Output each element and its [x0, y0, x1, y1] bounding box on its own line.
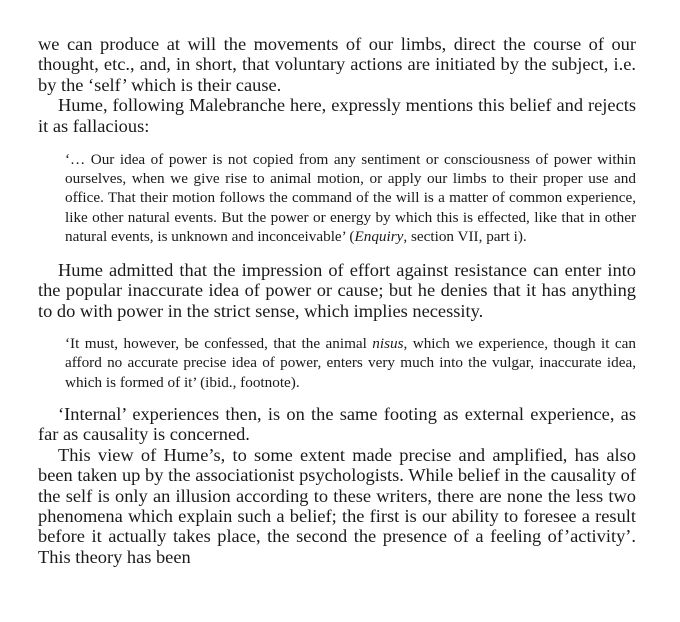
quote-italic-term: nisus [372, 335, 404, 353]
quote-source-title: Enquiry [354, 227, 404, 245]
quote-text: ‘It must, however, be confessed, that the animal [65, 335, 373, 353]
block-quote-enquiry [38, 150, 636, 246]
quote-citation: , section VII, part i). [403, 227, 527, 245]
paragraph-voluntary-actions: we can produce at will the movements of our limbs, direct the course of our thought, etc., and, in short, that voluntary actions are initiated by the subject, i.e. by the ‘self’ which is their cause. [38, 34, 636, 95]
paragraph-hume-malebranche: Hume, following Malebranche here, expressly mentions this belief and rejects it as fallacious: [38, 95, 636, 136]
paragraph-associationist-view: This view of Hume’s, to some extent made precise and amplified, has also been taken up by the associationist psychologists. While belief in the causality of the self is only an illusion according to these writers, there are none the less two phenomena which explain such a belief; the first is our ability to foresee a result before it actually takes place, the second the presence of a feeling of’activity’. This theory has been [38, 444, 636, 567]
quote-citation: , which we experience, though it can afford no accurate precise idea of power, enters very much into the vulgar, inaccurate idea, which is formed of it’ (ibid., footnote). [65, 335, 636, 391]
document-page [38, 34, 636, 567]
paragraph-impression-of-effort: Hume admitted that the impression of effort against resistance can enter into the popular inaccurate idea of power or cause; but he denies that it has anything to do with power in the strict sense, which implies necessity. [38, 260, 636, 321]
paragraph-internal-experiences: ‘Internal’ experiences then, is on the same footing as external experience, as far as causality is concerned. [38, 403, 636, 445]
block-quote-nisus [38, 334, 636, 392]
quote-text: ‘… Our idea of power is not copied from any sentiment or consciousness of power within ourselves, when we give rise to animal motion, or apply our limbs to their proper use and office. That their motion follows the command of the will is a matter of common experience, like other natural events. But the power or energy by which this is effected, like that in other natural events, is unknown and inconceivable’ ( [65, 151, 636, 245]
